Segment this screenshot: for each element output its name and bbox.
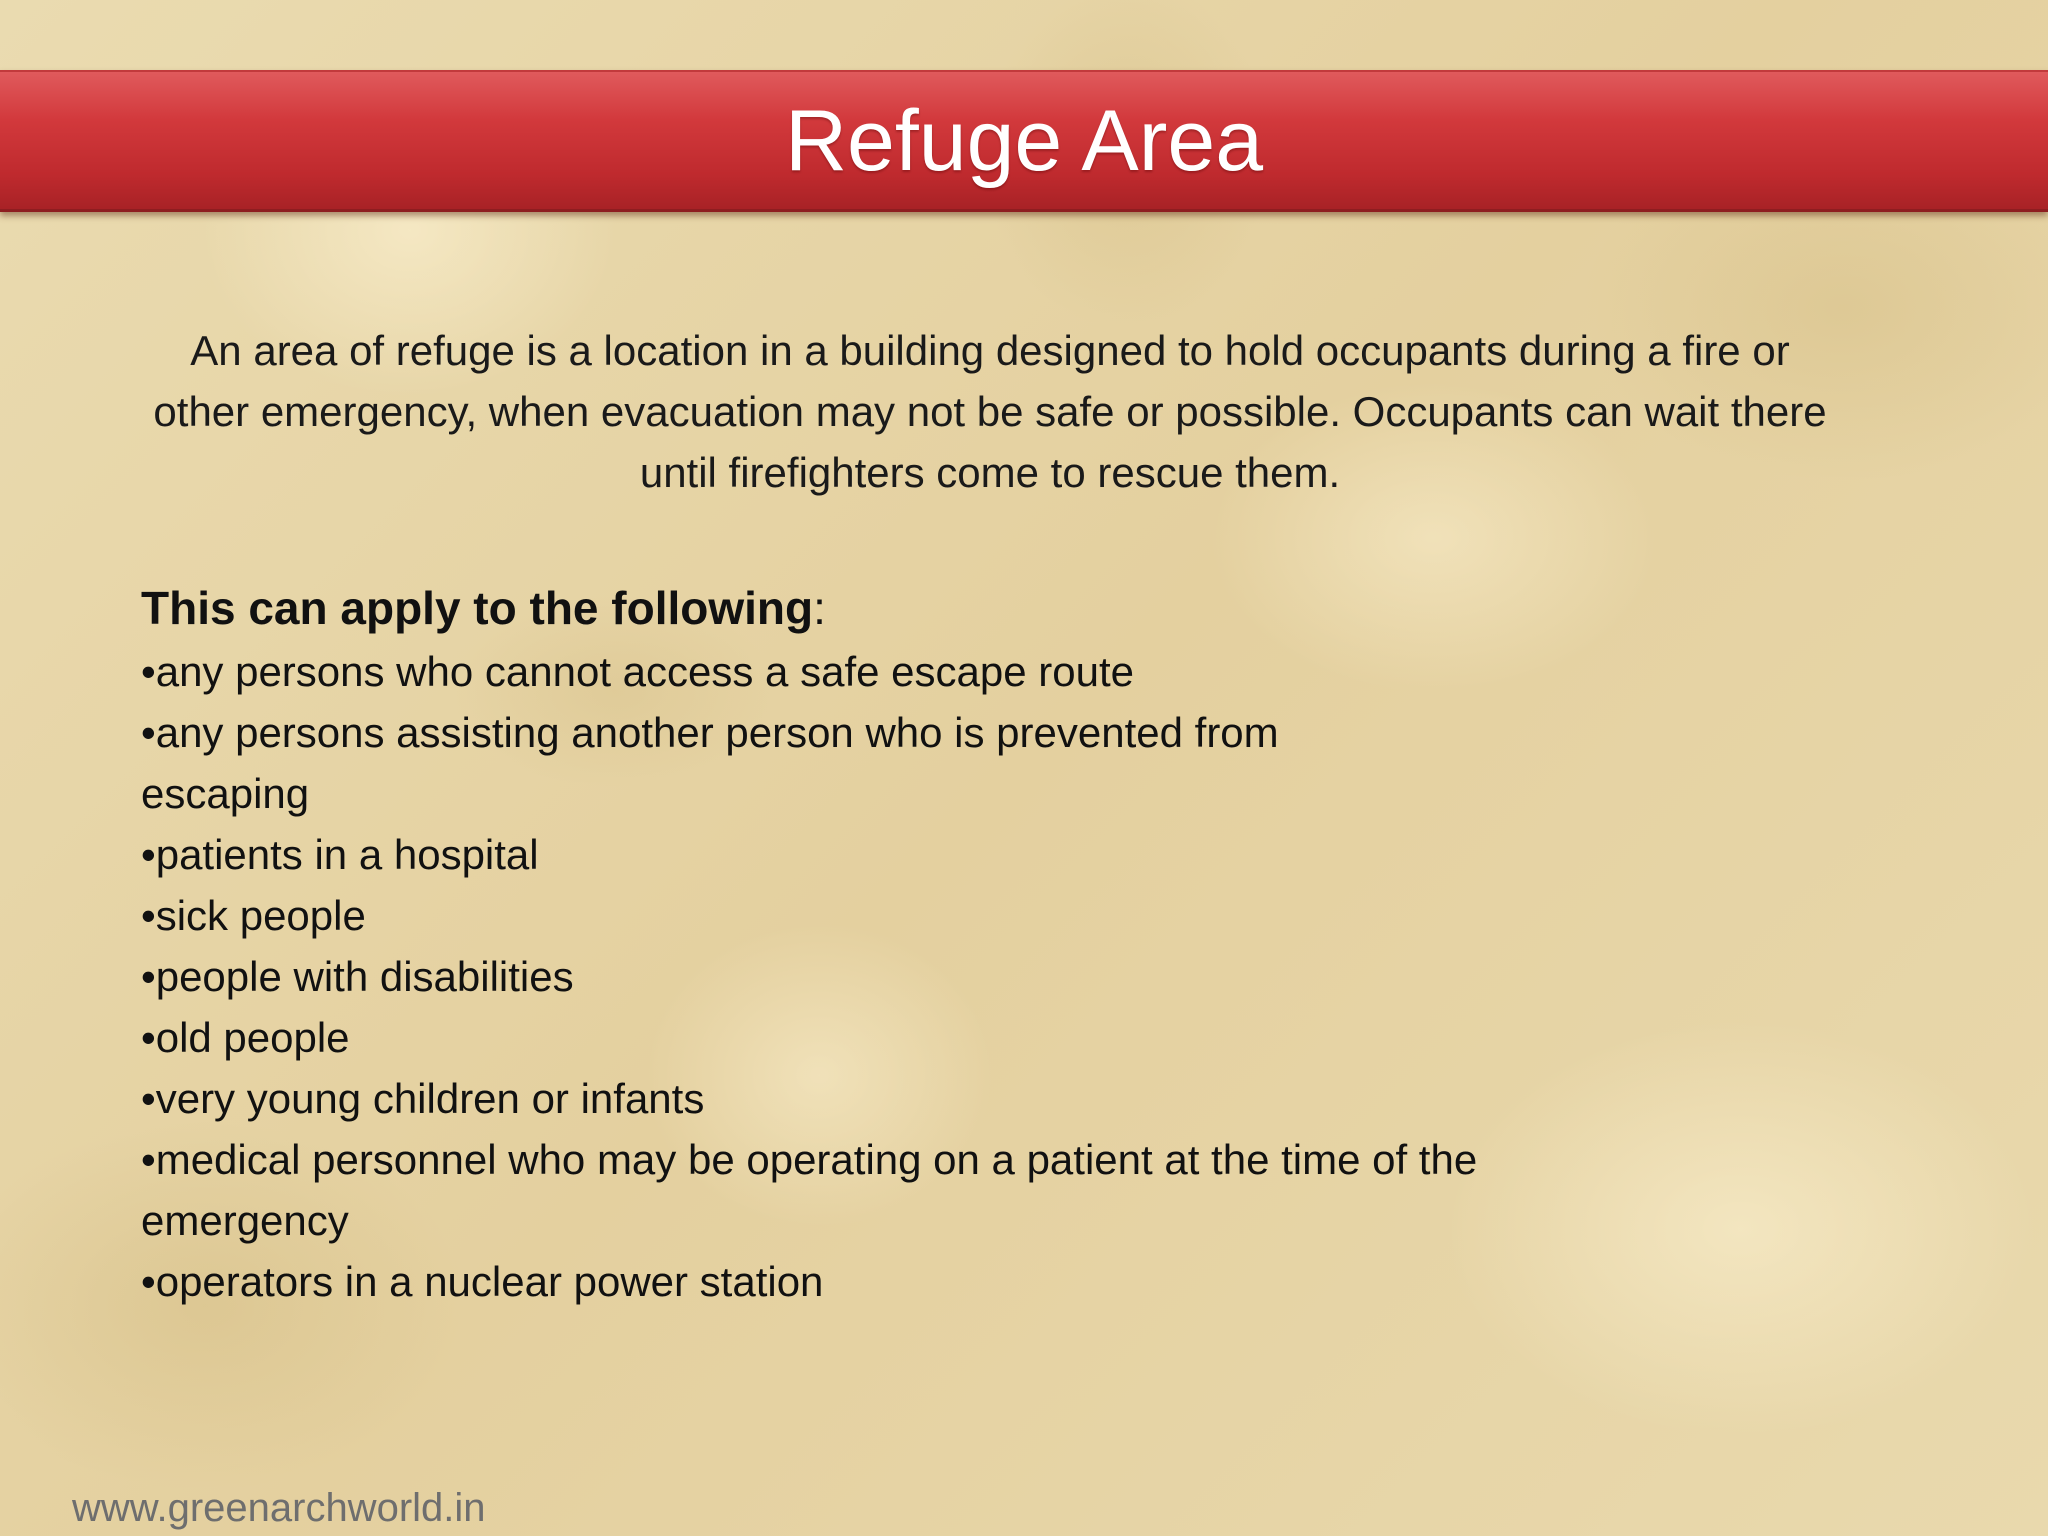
list-heading-text: This can apply to the following bbox=[141, 582, 814, 634]
list-item: •patients in a hospital bbox=[141, 831, 539, 878]
list-heading bbox=[141, 575, 1641, 641]
applicability-section bbox=[141, 575, 1641, 1312]
list-item: •any persons assisting another person who is prevented from escaping bbox=[141, 709, 1279, 817]
list-heading-colon: : bbox=[813, 582, 826, 634]
bullet-list bbox=[141, 641, 1641, 1312]
list-item: •very young children or infants bbox=[141, 1075, 705, 1122]
list-item: •medical personnel who may be operating on a patient at the time of the emergency bbox=[141, 1136, 1478, 1244]
intro-paragraph: An area of refuge is a location in a building designed to hold occupants during a fire or other emergency, when evacuation may not be safe or possible. Occupants can wait there until firefighters come to rescue them. bbox=[153, 327, 1827, 496]
list-item: •operators in a nuclear power station bbox=[141, 1258, 824, 1305]
list-item: •old people bbox=[141, 1014, 350, 1061]
list-item: •any persons who cannot access a safe escape route bbox=[141, 648, 1134, 695]
title-bar bbox=[0, 70, 2048, 212]
list-item: •people with disabilities bbox=[141, 953, 574, 1000]
list-item: •sick people bbox=[141, 892, 366, 939]
footer-url: www.greenarchworld.in bbox=[72, 1486, 486, 1530]
slide-title: Refuge Area bbox=[784, 92, 1264, 189]
